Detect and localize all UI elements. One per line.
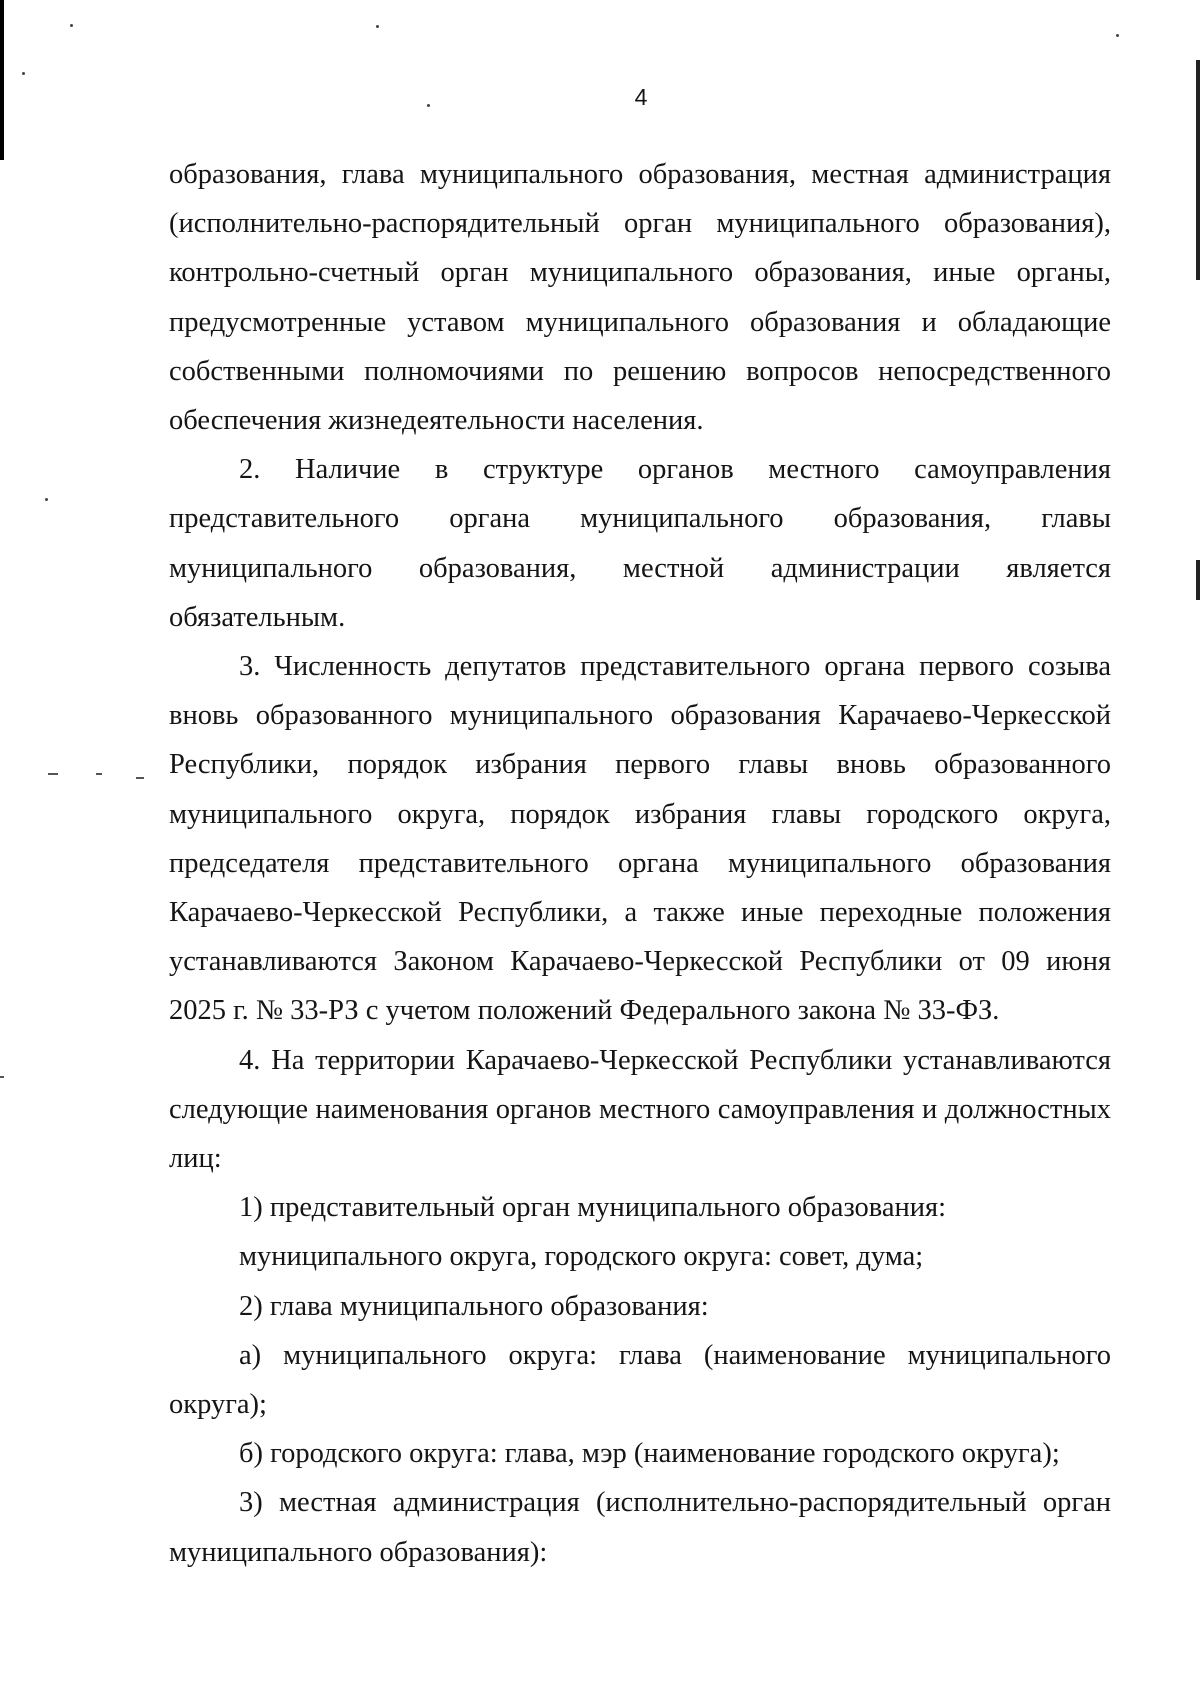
scan-artifact xyxy=(22,72,25,75)
document-body xyxy=(169,150,1111,1577)
subitem-3: 3) местная администрация (исполнительно-распорядительный орган муниципального образования): xyxy=(169,1487,1111,1568)
paragraph-item-3: 3. Численность депутатов представительного органа первого созыва вновь образованного муниципального образования Карачаево-Черкесской Республики, порядок избрания первого главы вновь образованного муниципального округа, порядок избрания главы городского округа, председателя представительного органа муниципального образования Карачаево-Черкесской Республики, а также иные переходные положения устанавливаются Законом Карачаево-Черкесской Республики от 09 июня 2025 г. № 33-РЗ с учетом положений Федерального закона № 33-ФЗ. xyxy=(169,651,1111,1027)
paragraph-item-2: 2. Наличие в структуре органов местного самоуправления представительного органа муниципального образования, главы муниципального образования, местной администрации является обязательным. xyxy=(169,454,1111,633)
scan-artifact xyxy=(136,777,144,779)
paragraph-continuation: образования, глава муниципального образования, местная администрация (исполнительно-распорядительный орган муниципального образования), контрольно-счетный орган муниципального образования, иные органы, предусмотренные уставом муниципального образования и обладающие собственными полномочиями по решению вопросов непосредственного обеспечения жизнедеятельности населения. xyxy=(169,159,1111,437)
scan-artifact xyxy=(1196,560,1200,600)
scan-artifact xyxy=(70,24,73,27)
scan-artifact xyxy=(45,498,48,501)
subitem-2: 2) глава муниципального образования: xyxy=(239,1290,709,1322)
subitem-2-b: б) городского округа: глава, мэр (наименование городского округа); xyxy=(239,1438,1060,1470)
subitem-2-a: а) муниципального округа: глава (наименование муниципального округа); xyxy=(169,1339,1111,1421)
scan-artifact xyxy=(96,773,102,775)
scan-edge-mark xyxy=(0,0,4,160)
page-number: 4 xyxy=(634,84,648,110)
scan-artifact xyxy=(1116,34,1119,37)
scan-artifact xyxy=(48,773,58,775)
scan-artifact xyxy=(0,1076,4,1078)
scan-artifact xyxy=(376,25,379,28)
subitem-1: 1) представительный орган муниципального образования: xyxy=(239,1192,947,1224)
paragraph-item-4: 4. На территории Карачаево-Черкесской Республики устанавливаются следующие наименования органов местного самоуправления и должностных лиц: xyxy=(169,1044,1111,1175)
subitem-1-detail: муниципального округа, городского округа: совет, дума; xyxy=(239,1241,924,1273)
